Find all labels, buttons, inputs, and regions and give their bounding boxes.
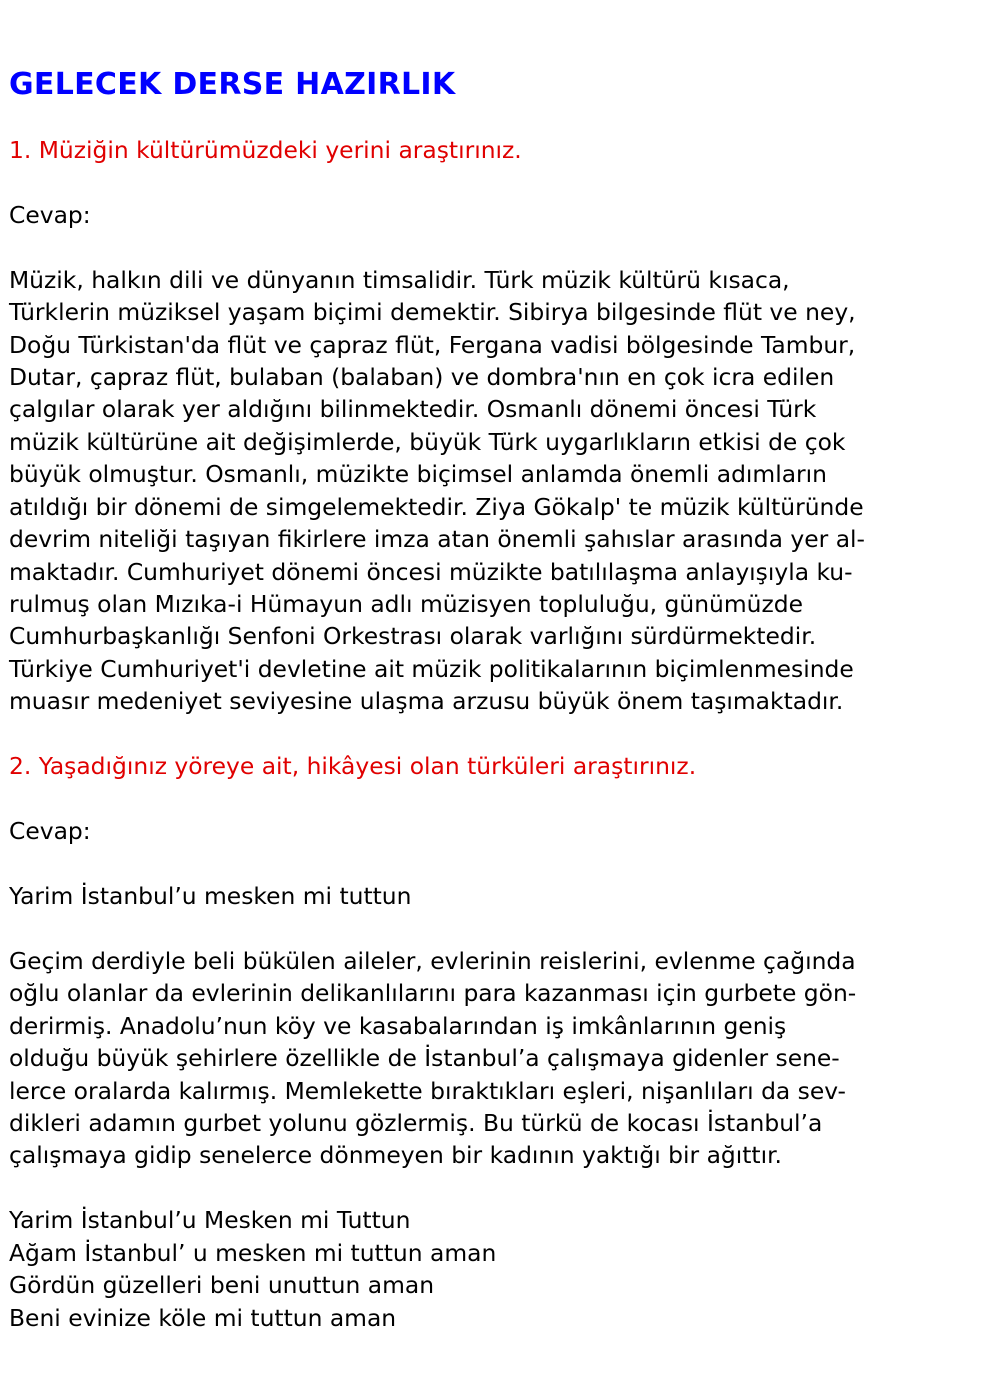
question-1: 1. Müziğin kültürümüzdeki yerini araştırınız. <box>9 135 522 164</box>
paragraph-line: Doğu Türkistan'da flüt ve çapraz flüt, Fergana vadisi bölgesinde Tambur, <box>9 330 856 359</box>
paragraph-line: Ağam İstanbul’ u mesken mi tuttun aman <box>9 1238 497 1267</box>
spacer <box>9 783 1000 815</box>
paragraph-line: derirmiş. Anadolu’nun köy ve kasabalarından iş imkânlarının geniş <box>9 1011 787 1040</box>
question-2: 2. Yaşadığınız yöreye ait, hikâyesi olan türküleri araştırınız. <box>9 752 697 781</box>
paragraph-line: Gördün güzelleri beni unuttun aman <box>9 1271 435 1300</box>
spacer <box>9 101 1000 133</box>
paragraph-line: çalgılar olarak yer aldığını bilinmektedir. Osmanlı dönemi öncesi Türk <box>9 395 817 424</box>
paragraph-line: Müzik, halkın dili ve dünyanın timsalidir. Türk müzik kültürü kısaca, <box>9 265 790 294</box>
spacer <box>9 912 1000 944</box>
paragraph-line: Cumhurbaşkanlığı Senfoni Orkestrası olarak varlığını sürdürmektedir. <box>9 622 817 651</box>
paragraph-line: olduğu büyük şehirlere özellikle de İstanbul’a çalışmaya gidenler sene- <box>9 1044 840 1073</box>
paragraph-line: büyük olmuştur. Osmanlı, müzikte biçimsel anlamda önemli adımların <box>9 460 827 489</box>
paragraph-line: Türkiye Cumhuriyet'i devletine ait müzik politikalarının biçimlenmesinde <box>9 654 854 683</box>
paragraph-line: dikleri adamın gurbet yolunu gözlermiş. Bu türkü de kocası İstanbul’a <box>9 1109 823 1137</box>
paragraph-line: lerce oralarda kalırmış. Memlekette bıraktıkları eşleri, nişanlıları da sev- <box>9 1076 846 1105</box>
paragraph-line: çalışmaya gidip senelerce dönmeyen bir kadının yaktığı bir ağıttır. <box>9 1141 782 1170</box>
paragraph-line: Dutar, çapraz flüt, bulaban (balaban) ve dombra'nın en çok icra edilen <box>9 362 835 391</box>
paragraph-line: atıldığı bir dönemi de simgelemektedir. Ziya Gökalp' te müzik kültüründe <box>9 492 864 521</box>
paragraph-line: maktadır. Cumhuriyet dönemi öncesi müzikte batılılaşma anlayışıyla ku- <box>9 557 853 586</box>
paragraph-line: rulmuş olan Mızıka-i Hümayun adlı müzisyen topluluğu, günümüzde <box>9 590 803 618</box>
document <box>9 69 1000 1367</box>
spacer <box>9 848 1000 880</box>
spacer <box>9 166 1000 198</box>
answer-label: Cevap: <box>9 817 91 846</box>
paragraph-line: oğlu olanlar da evlerinin delikanlılarını para kazanması için gurbete gön- <box>9 979 857 1008</box>
paragraph-line: Geçim derdiyle beli bükülen aileler, evlerinin reislerini, evlenme çağında <box>9 946 856 975</box>
paragraph-line: devrim niteliği taşıyan fikirlere imza atan önemli şahıslar arasında yer al- <box>9 525 865 554</box>
paragraph-line: Yarim İstanbul’u mesken mi tuttun <box>9 881 412 910</box>
spacer <box>9 231 1000 263</box>
paragraph-line: müzik kültürüne ait değişimlerde, büyük Türk uygarlıkların etkisi de çok <box>9 427 846 456</box>
page-title: GELECEK DERSE HAZIRLIK <box>9 67 456 102</box>
paragraph-line: muasır medeniyet seviyesine ulaşma arzusu büyük önem taşımaktadır. <box>9 687 844 716</box>
answer-label: Cevap: <box>9 200 91 229</box>
paragraph-line: Yarim İstanbul’u Mesken mi Tuttun <box>9 1206 411 1235</box>
spacer <box>9 1334 1000 1366</box>
spacer <box>9 718 1000 750</box>
paragraph-line: Türklerin müziksel yaşam biçimi demektir. Sibirya bilgesinde flüt ve ney, <box>9 298 856 327</box>
spacer <box>9 1172 1000 1204</box>
paragraph-line: Beni evinize köle mi tuttun aman <box>9 1303 397 1332</box>
